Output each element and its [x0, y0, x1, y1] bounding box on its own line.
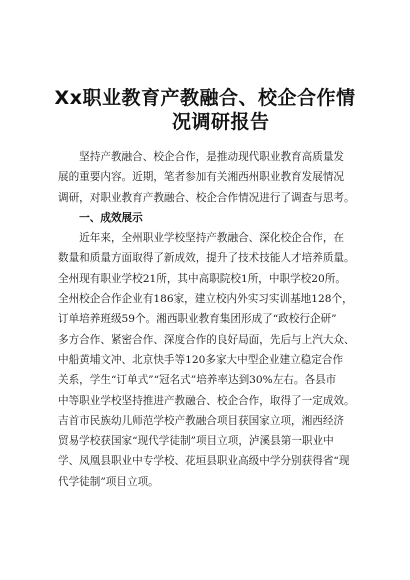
document-title-line-1: Xx职业教育产教融合、校企合作情: [54, 87, 356, 109]
paragraph-line: 全州校企合作企业有186家，建立校内外实习实训基地128个，: [58, 293, 353, 306]
paragraph-line: 代学徒制”项目立项。: [58, 475, 159, 488]
paragraph-line: 坚持产教融合、校企合作，是推动现代职业教育高质量发: [58, 151, 345, 163]
document-title-line-2: 况调研报告: [172, 111, 270, 133]
document-body: [58, 147, 360, 492]
paragraph-line: 中船黄埔文冲、北京快手等120多家大中型企业建立稳定合作: [58, 353, 344, 366]
paragraph-line: 吉首市民族幼儿师范学校产教融合项目获国家立项，湘西经济: [58, 414, 345, 427]
paragraph-line: 学、凤凰县职业中专学校、花垣县职业高级中学分别获得省“现: [58, 455, 350, 468]
paragraph-line: 贸易学校获国家“现代学徒制”项目立项，泸溪县第一职业中: [58, 435, 334, 448]
paragraph-line: 调研，对职业教育产教融合、校企合作情况进行了调查与思考。: [58, 191, 355, 204]
paragraph-line: 展的重要内容。近期，笔者参加有关湘西州职业教育发展情况: [58, 171, 345, 184]
paragraph-line: 订单培养班级59个。湘西职业教育集团形成了“政校行企研”: [58, 313, 337, 326]
paragraph-line: 中等职业学校坚持推进产教融合、校企合作，取得了一定成效。: [58, 394, 355, 407]
paragraph-line: 多方合作、紧密合作、深度合作的良好局面，先后与上汽大众、: [58, 333, 355, 346]
section-heading: 一、成效展示: [58, 211, 143, 224]
paragraph-line: 近年来，全州职业学校坚持产教融合、深化校企合作，在: [58, 232, 345, 245]
paragraph-line: 全州现有职业学校21所，其中高职院校1所，中职学校20所。: [58, 272, 346, 285]
paragraph-line: 关系，学生“订单式”“冠名式”培养率达到30%左右。各县市: [58, 374, 337, 387]
paragraph-line: 数量和质量方面取得了新成效，提升了技术技能人才培养质量。: [58, 252, 355, 265]
